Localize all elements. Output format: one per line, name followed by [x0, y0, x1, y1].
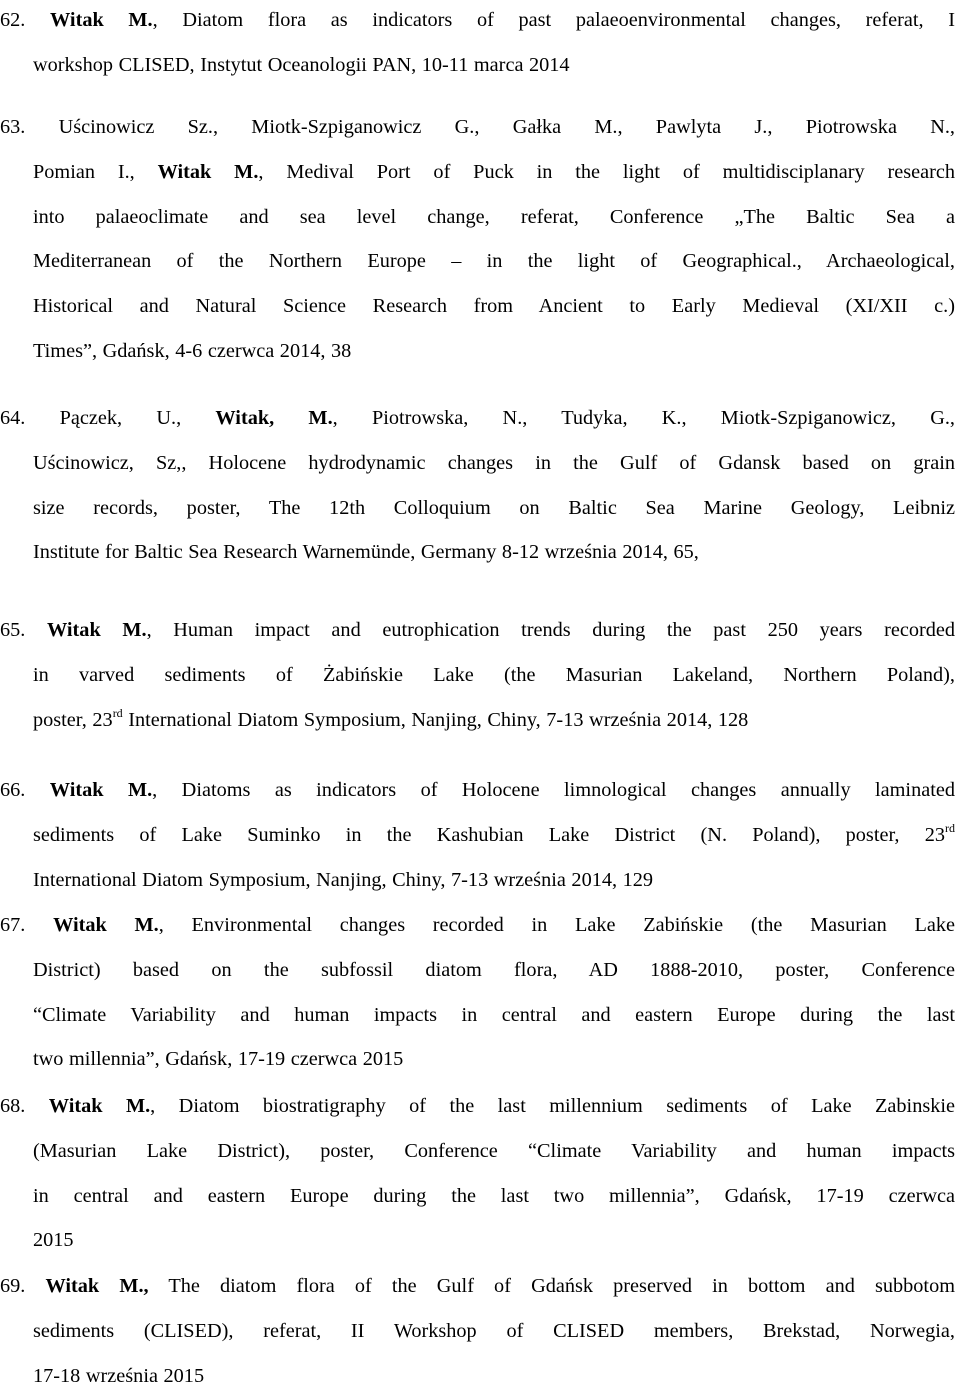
- reference-entry-67: [0, 903, 955, 1082]
- reference-text: , Diatoms as indicators of Holocene limnological changes annually laminated: [152, 779, 955, 801]
- reference-text: , Diatom flora as indicators of past palaeoenvironmental changes, referat, I: [152, 9, 955, 31]
- reference-entry-68: [0, 1084, 956, 1263]
- reference-line: in varved sediments of Żabińskie Lake (the Masurian Lakeland, Northern Poland),: [33, 663, 955, 686]
- reference-line: Institute for Baltic Sea Research Warnemünde, Germany 8-12 września 2014, 65,: [33, 541, 699, 564]
- reference-entry-69: [0, 1264, 955, 1398]
- author-name: Witak M.: [50, 9, 153, 31]
- entry-number: 69.: [0, 1275, 26, 1297]
- reference-line: size records, poster, The 12th Colloquium on Baltic Sea Marine Geology, Leibniz: [33, 496, 955, 519]
- reference-line: [0, 0, 955, 43]
- reference-line: [0, 608, 955, 653]
- reference-line: [0, 1084, 955, 1129]
- reference-line: sediments (CLISED), referat, II Workshop of CLISED members, Brekstad, Norwegia,: [33, 1319, 955, 1342]
- reference-line: Historical and Natural Science Research from Ancient to Early Medieval (XI/XII c.): [33, 295, 955, 318]
- entry-number: 65.: [0, 619, 26, 641]
- reference-line: [0, 768, 955, 813]
- reference-text: sediments of Lake Suminko in the Kashubian Lake District (N. Poland), poster, 23: [33, 823, 945, 846]
- reference-text: , Piotrowska, N., Tudyka, K., Miotk-Szpiganowicz, G.,: [332, 407, 956, 429]
- reference-line: International Diatom Symposium, Nanjing, Chiny, 7-13 września 2014, 129: [33, 868, 654, 891]
- reference-line: 2015: [33, 1229, 74, 1252]
- author-name: Witak M.: [49, 779, 153, 801]
- entry-number: 68.: [0, 1095, 26, 1117]
- author-name: Witak M.: [47, 619, 147, 641]
- reference-line: [0, 903, 955, 948]
- reference-text: , Human impact and eutrophication trends during the past 250 years recorded: [146, 619, 955, 641]
- reference-line: [33, 150, 955, 195]
- reference-text: , Medival Port of Puck in the light of multidisciplanary research: [258, 160, 955, 183]
- author-name: Witak M.: [53, 914, 159, 936]
- reference-entry-66: [0, 768, 955, 902]
- reference-entry-64: [0, 396, 956, 575]
- reference-line: [33, 698, 955, 743]
- reference-text: poster, 23: [33, 708, 113, 731]
- entry-number: 63.: [0, 116, 26, 138]
- reference-line: two millennia”, Gdańsk, 17-19 czerwca 2015: [33, 1048, 404, 1071]
- reference-line: 17-18 września 2015: [33, 1364, 205, 1387]
- entry-number: 64.: [0, 407, 26, 429]
- entry-number: 67.: [0, 914, 26, 936]
- reference-text: , Diatom biostratigraphy of the last millennium sediments of Lake Zabinskie: [150, 1095, 956, 1117]
- reference-text: Pączek, U.,: [59, 407, 216, 429]
- reference-line: “Climate Variability and human impacts in central and eastern Europe during the last: [33, 1003, 955, 1026]
- reference-line: Times”, Gdańsk, 4-6 czerwca 2014, 38: [33, 339, 352, 362]
- reference-line: workshop CLISED, Instytut Oceanologii PAN, 10-11 marca 2014: [33, 53, 570, 76]
- reference-text: The diatom flora of the Gulf of Gdańsk preserved in bottom and subbotom: [148, 1275, 955, 1297]
- author-name: Witak M.: [157, 160, 259, 183]
- reference-text: , Environmental changes recorded in Lake Zabińskie (the Masurian Lake: [158, 914, 955, 936]
- reference-entry-62: [0, 0, 955, 88]
- reference-line: in central and eastern Europe during the last two millennia”, Gdańsk, 17-19 czerwca: [33, 1184, 955, 1207]
- reference-line: District) based on the subfossil diatom flora, AD 1888-2010, poster, Conference: [33, 958, 955, 981]
- reference-entry-63: [0, 105, 955, 374]
- reference-line: Uścinowicz, Sz,, Holocene hydrodynamic changes in the Gulf of Gdansk based on grain: [33, 451, 955, 474]
- ordinal-suffix: rd: [112, 705, 123, 720]
- entry-number: 62.: [0, 9, 26, 31]
- reference-line: Mediterranean of the Northern Europe – in the light of Geographical., Archaeological,: [33, 250, 955, 273]
- reference-entry-65: [0, 608, 955, 742]
- author-name: Witak M.,: [45, 1275, 149, 1297]
- entry-number: 66.: [0, 779, 26, 801]
- reference-line: [33, 813, 955, 858]
- reference-line: (Masurian Lake District), poster, Conference “Climate Variability and human impacts: [33, 1139, 955, 1162]
- author-name: Witak M.: [48, 1095, 151, 1117]
- reference-line: into palaeoclimate and sea level change, referat, Conference „The Baltic Sea a: [33, 205, 955, 228]
- author-name: Witak, M.: [215, 407, 333, 429]
- reference-text: Pomian I.,: [33, 160, 158, 183]
- reference-line: [0, 1264, 955, 1309]
- ordinal-suffix: rd: [945, 820, 955, 835]
- reference-text: International Diatom Symposium, Nanjing, Chiny, 7-13 września 2014, 128: [122, 708, 749, 731]
- reference-line: [0, 396, 955, 441]
- reference-text: Uścinowicz Sz., Miotk-Szpiganowicz G., Gałka M., Pawlyta J., Piotrowska N.,: [58, 116, 955, 138]
- reference-line: [0, 105, 955, 150]
